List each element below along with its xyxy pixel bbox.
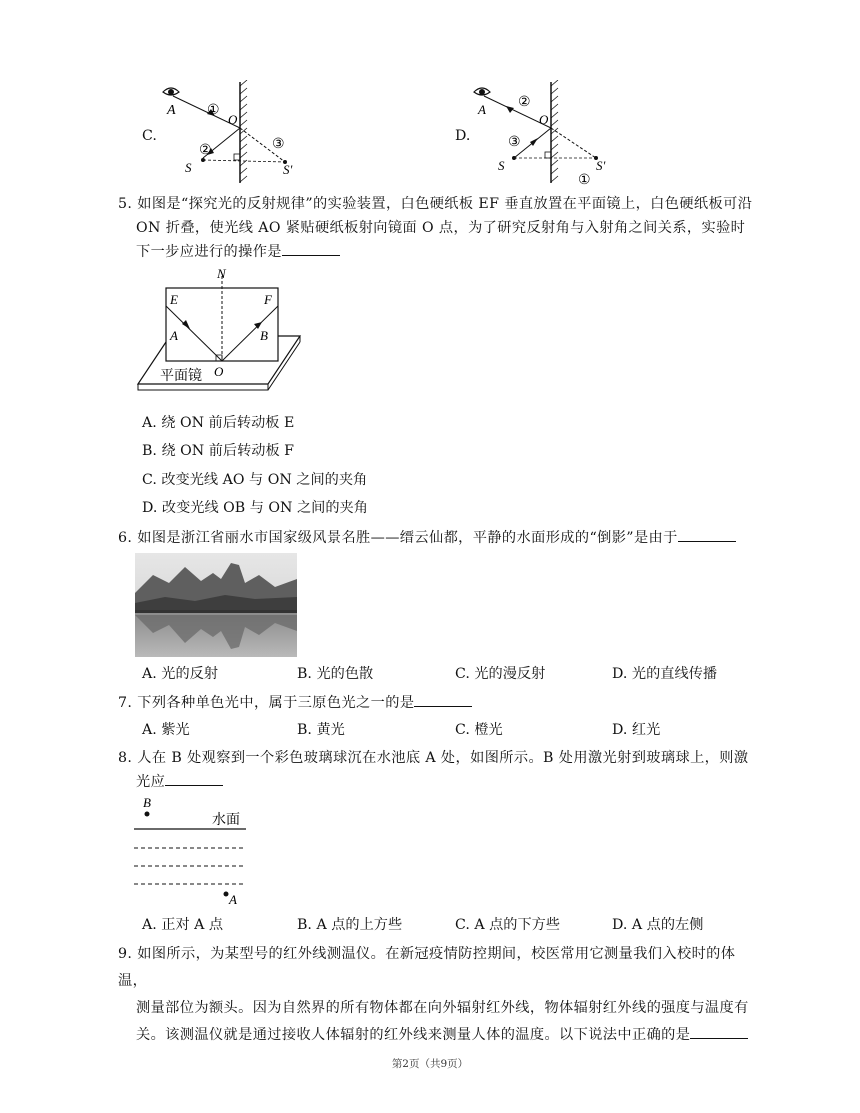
q4c-sp-label: S' bbox=[283, 162, 293, 177]
q7-answer-blank[interactable] bbox=[414, 692, 472, 707]
q5-figure bbox=[130, 266, 310, 406]
q6-option-c[interactable]: C. 光的漫反射 bbox=[455, 666, 546, 682]
q4-option-d-label: D. bbox=[455, 128, 471, 144]
q8-option-c[interactable]: C. A 点的下方些 bbox=[455, 917, 561, 933]
q4c-ray-3: ③ bbox=[272, 137, 285, 152]
q4-option-c-label: C. bbox=[142, 128, 157, 144]
q8-line-1: 8. 人在 B 处观察到一个彩色玻璃球沉在水池底 A 处，如图所示。B 处用激光射到玻璃球上，则激 bbox=[118, 750, 749, 766]
q7-option-a[interactable]: A. 紫光 bbox=[142, 722, 190, 738]
page-footer: 第2页（共9页） bbox=[391, 1058, 469, 1070]
q9-line-3-row bbox=[118, 1022, 763, 1049]
q4d-s-label: S bbox=[498, 158, 505, 173]
q8-water-surface-label: 水面 bbox=[212, 812, 240, 828]
q6-stem bbox=[118, 526, 763, 550]
q8-line-2: 光应 bbox=[136, 774, 166, 790]
q8-stem bbox=[118, 746, 763, 794]
q4d-ray-1: ① bbox=[578, 173, 591, 188]
q4c-ray-2: ② bbox=[199, 143, 212, 158]
q6-answer-blank[interactable] bbox=[678, 527, 736, 542]
q9-stem bbox=[118, 941, 763, 1049]
q5-option-d[interactable]: D. 改变光线 OB 与 ON 之间的夹角 bbox=[142, 500, 368, 516]
q5-answer-blank[interactable] bbox=[282, 241, 340, 256]
q5-mirror-label: 平面镜 bbox=[160, 368, 202, 384]
q5-line-2: ON 折叠，使光线 AO 紧贴硬纸板射向镜面 O 点，为了研究反射角与入射角之间关系，实验时 bbox=[136, 220, 746, 236]
q4d-ray-3: ③ bbox=[508, 135, 521, 150]
q8-b-label: B bbox=[143, 795, 151, 810]
q7-option-c[interactable]: C. 橙光 bbox=[455, 722, 503, 738]
q5-b-label: B bbox=[260, 328, 268, 343]
q5-e-label: E bbox=[170, 292, 178, 307]
q5-line-3: 下一步应进行的操作是 bbox=[136, 244, 282, 260]
q8-line-2-row bbox=[118, 770, 763, 794]
q4d-ray-2: ② bbox=[518, 95, 531, 110]
q8-option-b[interactable]: B. A 点的上方些 bbox=[297, 917, 403, 933]
q5-o-label: O bbox=[214, 364, 224, 379]
q9-answer-blank[interactable] bbox=[690, 1024, 748, 1039]
q5-option-b[interactable]: B. 绕 ON 前后转动板 F bbox=[142, 443, 294, 459]
q5-line-1: 5. 如图是“探究光的反射规律”的实验装置，白色硬纸板 EF 垂直放置在平面镜上，白色硬纸板可沿 bbox=[118, 196, 753, 212]
q4-figure-d bbox=[466, 80, 626, 190]
q5-stem bbox=[118, 192, 763, 264]
q5-line-3-row bbox=[118, 240, 763, 264]
q7-stem bbox=[118, 691, 763, 715]
q6-landscape-photo bbox=[135, 553, 297, 657]
q5-option-c[interactable]: C. 改变光线 AO 与 ON 之间的夹角 bbox=[142, 472, 368, 488]
q9-line-3: 关。该测温仪就是通过接收人体辐射的红外线来测量人体的温度。以下说法中正确的是 bbox=[136, 1027, 691, 1043]
q9-line-1: 9. 如图所示，为某型号的红外线测温仪。在新冠疫情防控期间，校医常用它测量我们入校时的体温， bbox=[118, 946, 736, 989]
q6-option-d[interactable]: D. 光的直线传播 bbox=[612, 666, 718, 682]
q6-option-a[interactable]: A. 光的反射 bbox=[142, 666, 219, 682]
q7-line-1: 7. 下列各种单色光中，属于三原色光之一的是 bbox=[118, 695, 415, 711]
q9-line-2: 测量部位为额头。因为自然界的所有物体都在向外辐射红外线，物体辐射红外线的强度与温度有 bbox=[136, 1000, 749, 1016]
q4c-o-label: O bbox=[228, 112, 238, 127]
q4c-eye-label: A bbox=[167, 103, 176, 118]
q5-n-label: N bbox=[217, 266, 226, 281]
q6-line-1: 6. 如图是浙江省丽水市国家级风景名胜——缙云仙都，平静的水面形成的“倒影”是由于 bbox=[118, 530, 678, 546]
q8-answer-blank[interactable] bbox=[165, 771, 223, 786]
q5-f-label: F bbox=[264, 292, 272, 307]
q8-option-d[interactable]: D. A 点的左侧 bbox=[612, 917, 704, 933]
q5-option-a[interactable]: A. 绕 ON 前后转动板 E bbox=[142, 415, 295, 431]
q4c-ray-1: ① bbox=[207, 103, 220, 118]
q5-a-label: A bbox=[170, 328, 178, 343]
q8-a-label: A bbox=[229, 892, 237, 906]
q6-option-b[interactable]: B. 光的色散 bbox=[297, 666, 374, 682]
q4d-o-label: O bbox=[539, 112, 549, 127]
q7-option-b[interactable]: B. 黄光 bbox=[297, 722, 345, 738]
q4-figure-c bbox=[155, 80, 315, 190]
q4d-eye-label: A bbox=[478, 102, 486, 117]
q7-option-d[interactable]: D. 红光 bbox=[612, 722, 661, 738]
q8-figure bbox=[134, 794, 254, 906]
q8-option-a[interactable]: A. 正对 A 点 bbox=[142, 917, 224, 933]
q4c-s-label: S bbox=[185, 160, 192, 175]
q4d-sp-label: S' bbox=[596, 158, 606, 173]
